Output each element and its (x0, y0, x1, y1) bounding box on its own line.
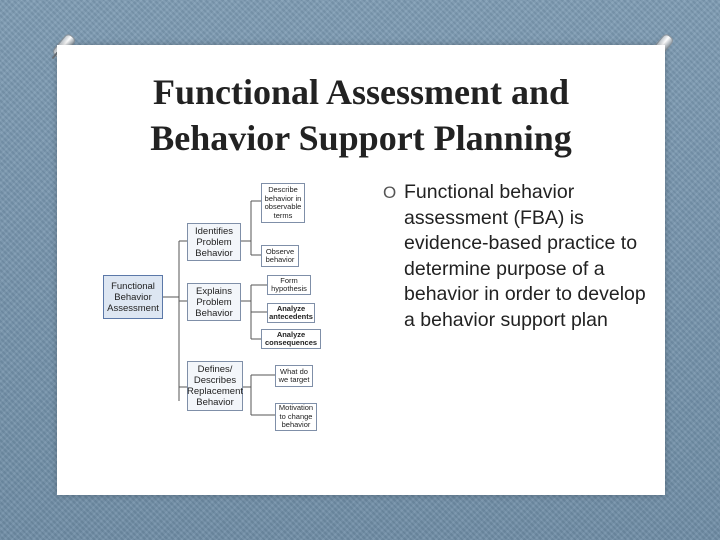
node-root-label: Functional Behavior Assessment (107, 280, 159, 314)
node-explains-label: Explains Problem Behavior (195, 285, 233, 319)
node-consequences-label: Analyze consequences (264, 329, 318, 347)
node-describe-behavior (261, 183, 305, 223)
node-antecedents-label: Analyze antecedents (269, 303, 313, 321)
node-analyze-consequences (261, 329, 321, 349)
node-form-hypothesis (267, 275, 311, 295)
slide-title (57, 69, 665, 161)
node-form-label: Form hypothesis (271, 275, 307, 293)
bullet-list (383, 180, 653, 333)
node-motivation-label: Motivation to change behavior (278, 403, 314, 430)
node-defines-replacement-behavior (187, 361, 243, 411)
node-what-do-we-target (275, 365, 313, 387)
fba-diagram (103, 179, 355, 433)
node-identifies-problem-behavior (187, 223, 241, 261)
node-analyze-antecedents (267, 303, 315, 323)
node-motivation-to-change (275, 403, 317, 431)
node-functional-behavior-assessment (103, 275, 163, 319)
bullet-item (383, 180, 653, 333)
slide-card (57, 45, 665, 495)
bullet-text: Functional behavior assessment (FBA) is evidence-based practice to determine purpose of a behavior in order to develop a behavior support plan (404, 181, 646, 331)
slide-title-line-1: Functional Assessment and (152, 72, 570, 112)
node-observe-label: Observe behavior (265, 246, 295, 264)
node-target-label: What do we target (278, 366, 310, 384)
bullet-marker-icon: O (383, 183, 397, 202)
node-defines-label: Defines/ Describes Replacement Behavior (187, 364, 243, 408)
node-explains-problem-behavior (187, 283, 241, 321)
node-describe-label: Describe behavior in observable terms (264, 185, 302, 220)
slide-title-line-2: Behavior Support Planning (150, 118, 572, 158)
node-identifies-label: Identifies Problem Behavior (194, 225, 234, 259)
node-observe-behavior (261, 245, 299, 267)
